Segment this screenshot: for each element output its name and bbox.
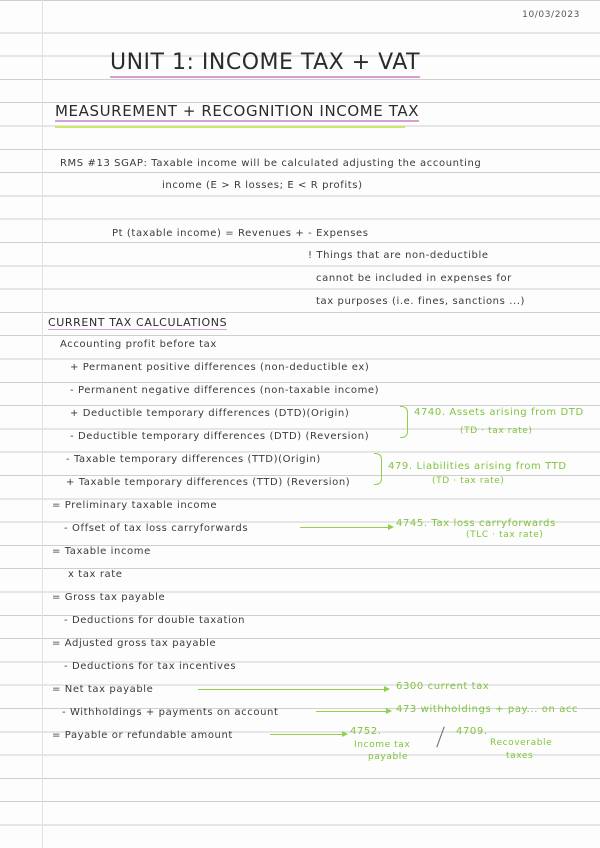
- calc-line-7: + Taxable temporary differences (TTD) (Reversion): [66, 477, 351, 488]
- calc-line-6: - Taxable temporary differences (TTD)(Origin): [66, 454, 321, 465]
- heading-underline: [55, 126, 405, 128]
- payable-arrow-line: [270, 734, 342, 735]
- calc-line-13: - Deductions for double taxation: [64, 615, 246, 626]
- section-heading: MEASUREMENT + RECOGNITION INCOME TAX: [55, 102, 420, 120]
- margin-line: [42, 0, 43, 848]
- dtd-brace: [400, 406, 408, 438]
- dtd-annotation-sub: (TD · tax rate): [460, 426, 533, 436]
- net-arrowhead: [384, 686, 390, 692]
- calc-line-14: = Adjusted gross tax payable: [52, 638, 217, 649]
- ttd-annotation-sub: (TD · tax rate): [432, 476, 505, 486]
- formula-note-3: tax purposes (i.e. fines, sanctions ...): [316, 296, 526, 307]
- loss-annotation-sub: (TLC · tax rate): [466, 530, 544, 540]
- net-arrow-line: [198, 689, 384, 690]
- withholdings-annotation: 473 withholdings + pay... on acc: [396, 704, 579, 715]
- loss-arrow-line: [300, 527, 388, 528]
- payable-arrowhead: [342, 731, 348, 737]
- withholdings-arrow-line: [316, 711, 386, 712]
- payable-label-1: Income tax: [354, 740, 411, 750]
- formula-text: Pt (taxable income) = Revenues + - Expenses: [112, 228, 369, 239]
- net-annotation: 6300 current tax: [396, 681, 490, 692]
- page-title: UNIT 1: INCOME TAX + VAT: [110, 50, 420, 78]
- page-date: 10/03/2023: [522, 10, 580, 20]
- refund-number: 4709.: [456, 726, 488, 737]
- calc-line-18: = Payable or refundable amount: [52, 730, 233, 741]
- calc-line-11: x tax rate: [68, 569, 123, 580]
- divider-slash: [436, 726, 444, 747]
- ttd-brace: [374, 453, 382, 485]
- calc-line-15: - Deductions for tax incentives: [64, 661, 237, 672]
- calc-line-17: - Withholdings + payments on account: [62, 707, 279, 718]
- calc-line-12: = Gross tax payable: [52, 592, 166, 603]
- loss-annotation: 4745. Tax loss carryforwards: [396, 518, 556, 529]
- calc-line-1: Accounting profit before tax: [60, 339, 217, 350]
- calc-line-9: - Offset of tax loss carryforwards: [64, 523, 249, 534]
- intro-line-2: income (E > R losses; E < R profits): [162, 180, 363, 191]
- calc-line-5: - Deductible temporary differences (DTD) (Reversion): [70, 431, 370, 442]
- ttd-annotation: 479. Liabilities arising from TTD: [388, 461, 567, 472]
- dtd-annotation: 4740. Assets arising from DTD: [414, 407, 584, 418]
- loss-arrowhead: [388, 524, 394, 530]
- formula-note-2: cannot be included in expenses for: [316, 273, 512, 284]
- refund-label-2: taxes: [506, 751, 534, 761]
- calc-line-4: + Deductible temporary differences (DTD)(Origin): [70, 408, 350, 419]
- formula-note-1: ! Things that are non-deductible: [308, 250, 489, 261]
- intro-line-1: RMS #13 SGAP: Taxable income will be calculated adjusting the accounting: [60, 158, 482, 169]
- payable-number: 4752.: [350, 726, 382, 737]
- calc-line-8: = Preliminary taxable income: [52, 500, 218, 511]
- refund-label-1: Recoverable: [490, 738, 553, 748]
- calc-line-10: = Taxable income: [52, 546, 151, 557]
- calc-line-2: + Permanent positive differences (non-deductible ex): [70, 362, 370, 373]
- withholdings-arrowhead: [386, 708, 392, 714]
- calc-line-16: = Net tax payable: [52, 684, 154, 695]
- current-tax-title: CURRENT TAX CALCULATIONS: [48, 316, 228, 329]
- payable-label-2: payable: [368, 752, 409, 762]
- calc-line-3: - Permanent negative differences (non-taxable income): [70, 385, 380, 396]
